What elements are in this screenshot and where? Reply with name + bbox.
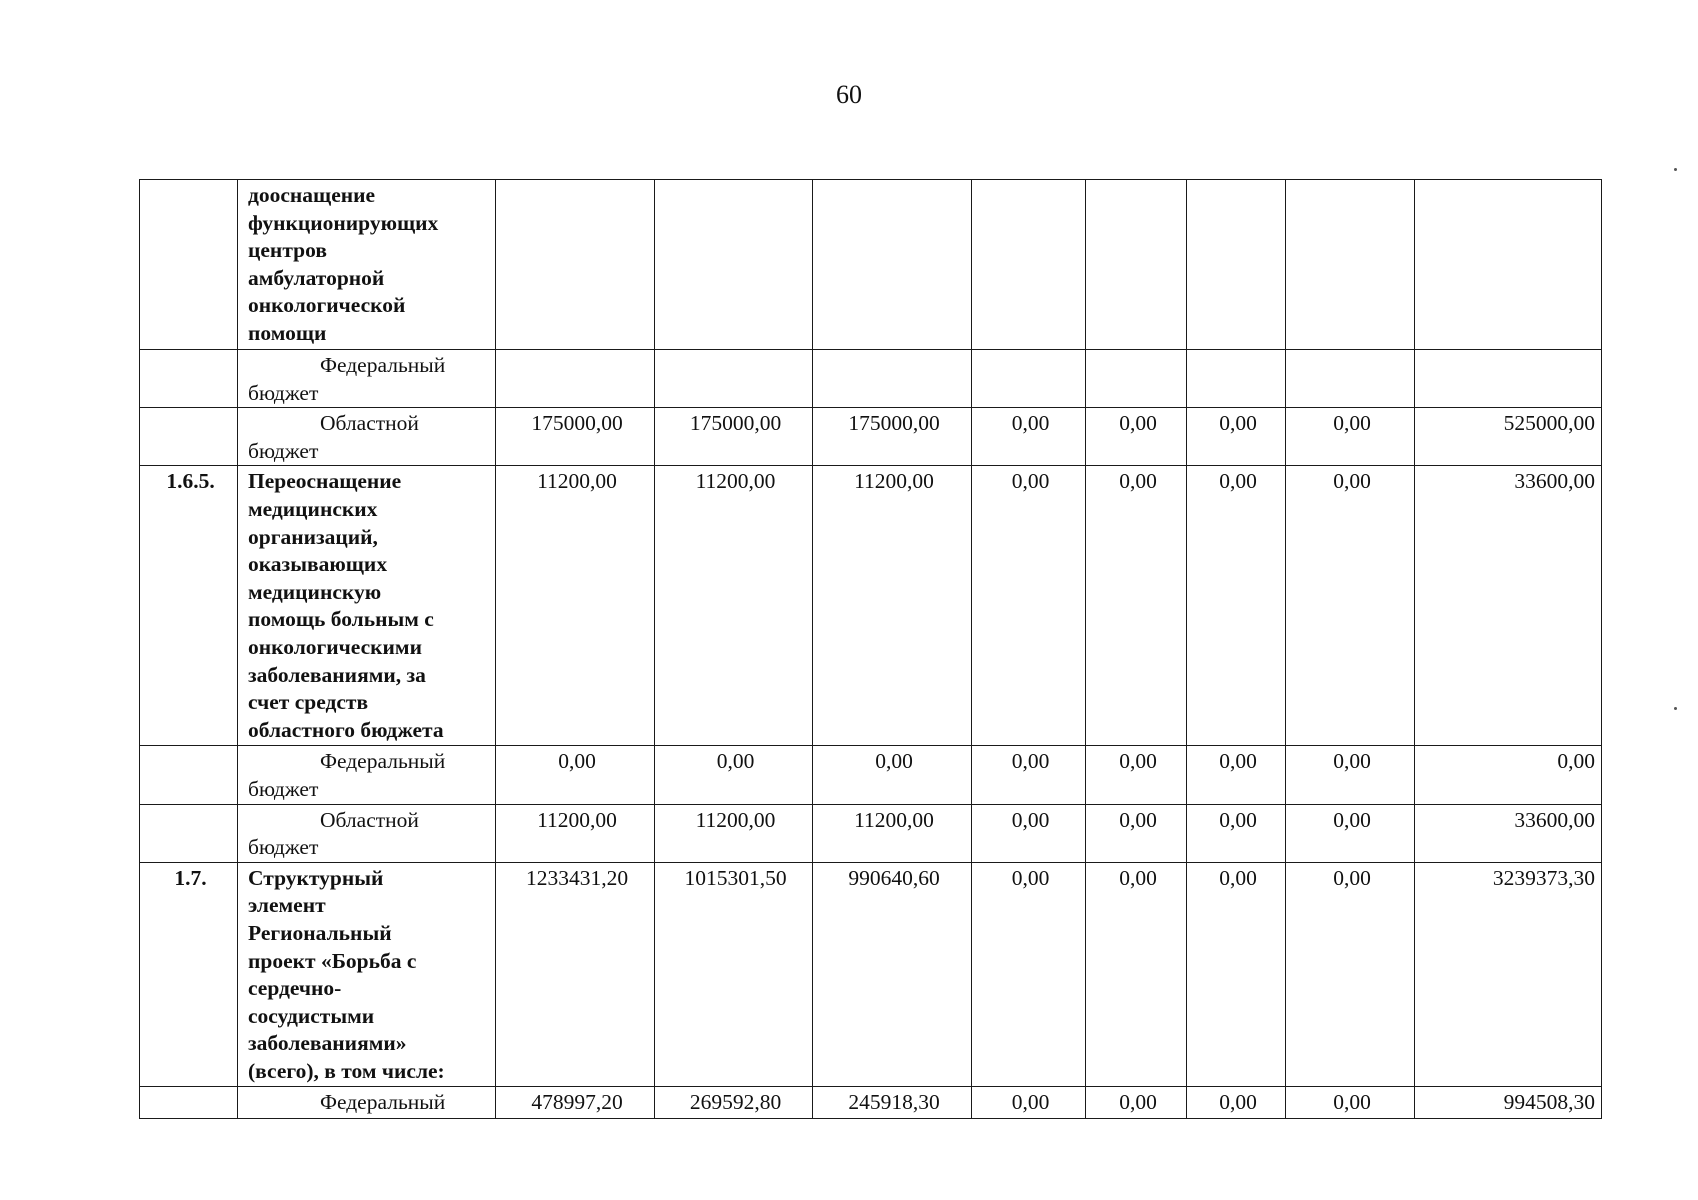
- funding-source-cell: [238, 804, 496, 862]
- item-name-line: сосудистыми: [248, 1003, 375, 1028]
- value-cell: [655, 350, 813, 408]
- value-cell: 0,00: [1286, 466, 1415, 746]
- item-number-cell: [140, 408, 238, 466]
- funding-source-label-cont: бюджет: [248, 776, 319, 801]
- total-value-cell: [1415, 180, 1602, 350]
- value-cell: [1187, 350, 1286, 408]
- item-name-line: онкологическими: [248, 634, 422, 659]
- value-cell: 0,00: [972, 408, 1086, 466]
- value-cell: 0,00: [972, 746, 1086, 804]
- value-cell: 175000,00: [655, 408, 813, 466]
- item-name-line: медицинскую: [248, 579, 382, 604]
- total-value-cell: 3239373,30: [1415, 862, 1602, 1086]
- item-name-line: функционирующих: [248, 210, 439, 235]
- value-cell: 11200,00: [655, 804, 813, 862]
- funding-source-label-cont: бюджет: [248, 835, 319, 860]
- value-cell: 0,00: [1086, 862, 1187, 1086]
- funding-source-label: Федеральный: [320, 1089, 446, 1114]
- item-name-line: помощь больным с: [248, 607, 434, 632]
- value-cell: 0,00: [1086, 804, 1187, 862]
- value-cell: 0,00: [655, 746, 813, 804]
- value-cell: 1015301,50: [655, 862, 813, 1086]
- funding-source-row: [140, 746, 1602, 804]
- item-name-line: дооснащение: [248, 183, 376, 207]
- funding-source-label: Федеральный: [320, 353, 446, 377]
- item-name-line: элемент: [248, 893, 326, 918]
- scan-speck: [1674, 168, 1677, 171]
- item-number-cell: [140, 1086, 238, 1118]
- value-cell: [813, 180, 972, 350]
- item-name-cell: [238, 180, 496, 350]
- funding-source-row: [140, 1086, 1602, 1118]
- funding-source-label: Областной: [320, 807, 419, 832]
- item-number-cell: [140, 804, 238, 862]
- funding-source-cell: [238, 746, 496, 804]
- item-name-line: оказывающих: [248, 552, 388, 577]
- item-row: [140, 466, 1602, 746]
- total-value-cell: 33600,00: [1415, 804, 1602, 862]
- value-cell: [496, 180, 655, 350]
- value-cell: 1233431,20: [496, 862, 655, 1086]
- value-cell: [972, 350, 1086, 408]
- funding-source-cell: [238, 350, 496, 408]
- value-cell: 0,00: [813, 746, 972, 804]
- value-cell: [1086, 180, 1187, 350]
- value-cell: [813, 350, 972, 408]
- value-cell: 0,00: [972, 862, 1086, 1086]
- item-name-line: сердечно-: [248, 976, 342, 1001]
- scan-speck: [1674, 707, 1677, 710]
- value-cell: 0,00: [1187, 466, 1286, 746]
- funding-source-row: [140, 350, 1602, 408]
- item-name-line: Региональный: [248, 920, 392, 945]
- value-cell: 0,00: [1086, 408, 1187, 466]
- funding-source-label: Федеральный: [320, 749, 446, 774]
- value-cell: 0,00: [1286, 804, 1415, 862]
- value-cell: 0,00: [1286, 408, 1415, 466]
- value-cell: 11200,00: [496, 466, 655, 746]
- value-cell: 175000,00: [813, 408, 972, 466]
- item-name-line: счет средств: [248, 690, 369, 715]
- value-cell: 0,00: [1187, 862, 1286, 1086]
- item-number-cell: [140, 746, 238, 804]
- value-cell: 990640,60: [813, 862, 972, 1086]
- value-cell: [496, 350, 655, 408]
- funding-source-label-cont: бюджет: [248, 380, 319, 405]
- value-cell: [1286, 180, 1415, 350]
- value-cell: 0,00: [1286, 746, 1415, 804]
- total-value-cell: 0,00: [1415, 746, 1602, 804]
- item-name-line: организаций,: [248, 524, 378, 549]
- value-cell: [655, 180, 813, 350]
- item-number-cell: 1.6.5.: [140, 466, 238, 746]
- value-cell: 0,00: [1286, 1086, 1415, 1118]
- budget-table: [139, 179, 1602, 1119]
- value-cell: 0,00: [972, 804, 1086, 862]
- funding-source-row: [140, 408, 1602, 466]
- value-cell: 0,00: [972, 466, 1086, 746]
- item-row: [140, 180, 1602, 350]
- item-name-line: Структурный: [248, 865, 384, 890]
- total-value-cell: [1415, 350, 1602, 408]
- value-cell: 0,00: [1187, 804, 1286, 862]
- value-cell: 0,00: [1187, 1086, 1286, 1118]
- value-cell: 11200,00: [655, 466, 813, 746]
- funding-source-cell: [238, 408, 496, 466]
- value-cell: 0,00: [1187, 746, 1286, 804]
- item-name-line: амбулаторной: [248, 265, 385, 290]
- item-name-line: проект «Борьба с: [248, 948, 417, 973]
- item-name-line: онкологической: [248, 293, 406, 318]
- funding-source-row: [140, 804, 1602, 862]
- value-cell: 0,00: [1286, 862, 1415, 1086]
- value-cell: 11200,00: [813, 466, 972, 746]
- value-cell: 245918,30: [813, 1086, 972, 1118]
- value-cell: 269592,80: [655, 1086, 813, 1118]
- item-name-line: медицинских: [248, 496, 378, 521]
- value-cell: 478997,20: [496, 1086, 655, 1118]
- value-cell: 175000,00: [496, 408, 655, 466]
- value-cell: 0,00: [1086, 746, 1187, 804]
- item-name-line: центров: [248, 238, 327, 263]
- funding-source-label: Областной: [320, 411, 419, 436]
- item-number-cell: 1.7.: [140, 862, 238, 1086]
- value-cell: 0,00: [1086, 1086, 1187, 1118]
- total-value-cell: 33600,00: [1415, 466, 1602, 746]
- value-cell: 0,00: [496, 746, 655, 804]
- page-number: 60: [836, 80, 862, 109]
- value-cell: 0,00: [1187, 408, 1286, 466]
- item-number-cell: [140, 350, 238, 408]
- value-cell: 11200,00: [813, 804, 972, 862]
- item-name-line: (всего), в том числе:: [248, 1058, 445, 1083]
- funding-source-cell: [238, 1086, 496, 1118]
- item-name-line: заболеваниями, за: [248, 662, 426, 687]
- item-name-line: Переоснащение: [248, 469, 402, 494]
- item-name-cell: [238, 466, 496, 746]
- item-number-cell: [140, 180, 238, 350]
- value-cell: [1286, 350, 1415, 408]
- item-name-line: областного бюджета: [248, 717, 444, 742]
- total-value-cell: 994508,30: [1415, 1086, 1602, 1118]
- item-name-line: помощи: [248, 320, 327, 345]
- value-cell: 11200,00: [496, 804, 655, 862]
- total-value-cell: 525000,00: [1415, 408, 1602, 466]
- funding-source-label-cont: бюджет: [248, 438, 319, 463]
- value-cell: 0,00: [972, 1086, 1086, 1118]
- value-cell: 0,00: [1086, 466, 1187, 746]
- item-name-line: заболеваниями»: [248, 1031, 407, 1056]
- table-body: [140, 180, 1602, 1119]
- item-name-cell: [238, 862, 496, 1086]
- value-cell: [1187, 180, 1286, 350]
- value-cell: [1086, 350, 1187, 408]
- item-row: [140, 862, 1602, 1086]
- value-cell: [972, 180, 1086, 350]
